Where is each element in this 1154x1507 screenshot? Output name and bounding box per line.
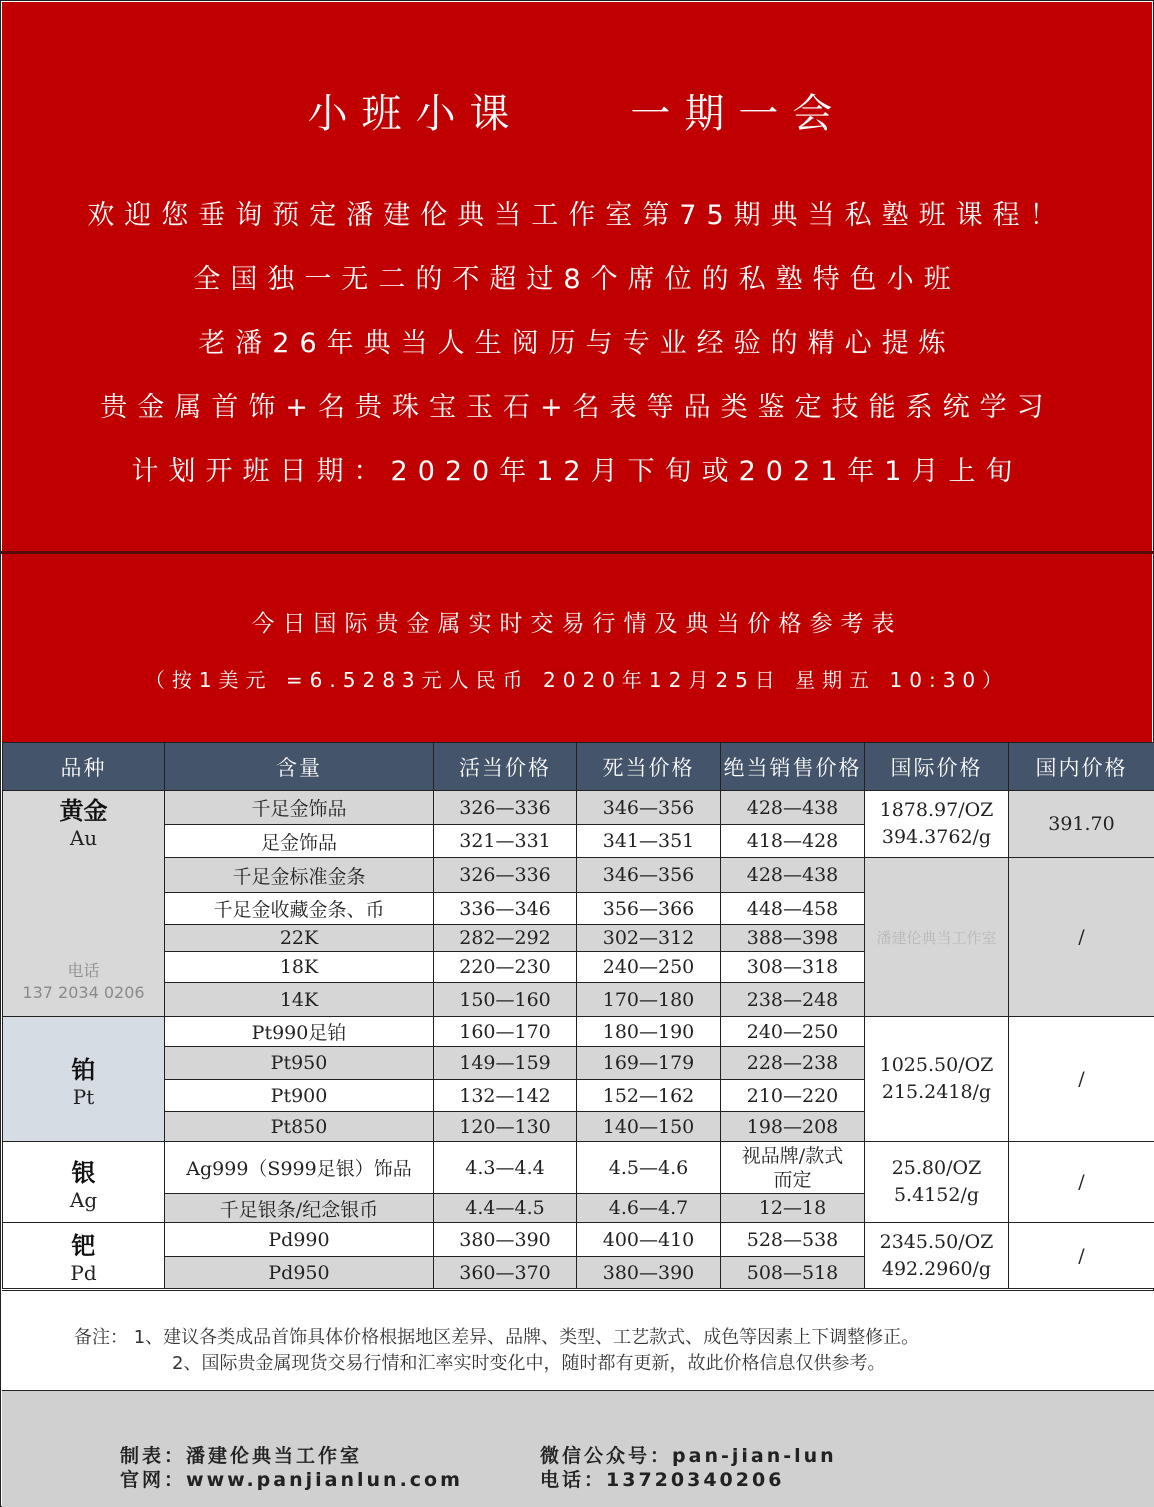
table-title: 今日国际贵金属实时交易行情及典当价格参考表: [251, 611, 903, 637]
palladium-intl-price: [865, 1223, 1009, 1289]
footer: [2, 1390, 1154, 1507]
category-en: Ag: [69, 1187, 98, 1212]
footer-wechat: [540, 1441, 837, 1468]
forfeit-sale-cell: 228—238: [721, 1047, 865, 1080]
forfeit-sale-cell: 210—220: [721, 1080, 865, 1112]
live-pawn-cell: 220—230: [434, 952, 577, 983]
content-cell: 千足金饰品: [165, 791, 434, 825]
note-2: 2、国际贵金属现货交易行情和汇率实时变化中，随时都有更新，故此价格信息仅供参考。: [172, 1353, 886, 1374]
intl-oz: 1025.50/OZ: [879, 1054, 994, 1076]
content-cell: 足金饰品: [165, 825, 434, 858]
dead-pawn-cell: 169—179: [577, 1047, 721, 1080]
table-row: [3, 1223, 1154, 1257]
forfeit-sale-cell: 428—438: [721, 791, 865, 825]
dead-pawn-cell: 380—390: [577, 1257, 721, 1289]
content-cell: Pt900: [165, 1080, 434, 1112]
dead-pawn-cell: 341—351: [577, 825, 721, 858]
phone-watermark: [3, 960, 164, 1004]
banner-line-start-date: 计划开班日期：2020年12月下旬或2021年1月上旬: [131, 456, 1023, 487]
category-cn: 银: [71, 1158, 96, 1187]
table-row: [3, 1142, 1154, 1194]
wechat-id: pan-jian-lun: [672, 1445, 837, 1467]
platinum-domestic-price: /: [1009, 1017, 1154, 1142]
silver-intl-price: [865, 1142, 1009, 1223]
table-row: [3, 1017, 1154, 1047]
header-variety: 品种: [3, 743, 165, 791]
category-cn: 黄金: [59, 797, 108, 825]
intl-g: 215.2418/g: [881, 1081, 992, 1103]
live-pawn-cell: 321—331: [434, 825, 577, 858]
category-platinum: [3, 1017, 165, 1142]
forfeit-sale-cell: 238—248: [721, 983, 865, 1017]
live-pawn-cell: 282—292: [434, 925, 577, 952]
content-cell: Ag999（S999足银）饰品: [165, 1142, 434, 1194]
content-cell: Pd950: [165, 1257, 434, 1289]
intl-g: 394.3762/g: [881, 826, 992, 848]
table-row: [3, 791, 1154, 825]
intl-g: 5.4152/g: [893, 1184, 980, 1206]
gold-intl-price: [865, 791, 1009, 858]
header-forfeit-sale: 绝当销售价格: [721, 743, 865, 791]
dead-pawn-cell: 400—410: [577, 1223, 721, 1257]
content-cell: 18K: [165, 952, 434, 983]
forfeit-sale-cell: 388—398: [721, 925, 865, 952]
dead-pawn-cell: 302—312: [577, 925, 721, 952]
forfeit-sale-cell: 12—18: [721, 1194, 865, 1223]
studio-watermark: 潘建伦典当工作室: [876, 929, 997, 947]
forfeit-sale-cell: 528—538: [721, 1223, 865, 1257]
live-pawn-cell: 149—159: [434, 1047, 577, 1080]
forfeit-sale-cell: 508—518: [721, 1257, 865, 1289]
maker-label: 制表：: [120, 1445, 187, 1467]
category-gold: [3, 791, 165, 1017]
tel-label: 电话: [67, 961, 100, 980]
header-dead-pawn: 死当价格: [577, 743, 721, 791]
banner-title: 小班小课 一期一会: [307, 91, 847, 137]
live-pawn-cell: 150—160: [434, 983, 577, 1017]
live-pawn-cell: 326—336: [434, 858, 577, 893]
category-en: Pd: [70, 1261, 97, 1285]
intl-oz: 25.80/OZ: [891, 1157, 982, 1179]
forfeit-sale-cell: 448—458: [721, 893, 865, 925]
intl-g: 492.2960/g: [881, 1257, 992, 1280]
maker-name: 潘建伦典当工作室: [186, 1445, 363, 1467]
content-cell: 千足金标准金条: [165, 858, 434, 893]
category-en: Au: [69, 826, 98, 850]
platinum-intl-price: [865, 1017, 1009, 1142]
forfeit-sale-cell: 418—428: [721, 825, 865, 858]
palladium-domestic-price: /: [1009, 1223, 1154, 1289]
dead-pawn-cell: 152—162: [577, 1080, 721, 1112]
dead-pawn-cell: 4.5—4.6: [577, 1142, 721, 1194]
intl-oz: 2345.50/OZ: [879, 1230, 994, 1253]
notes-section: [2, 1290, 1154, 1390]
table-title-banner: [2, 554, 1152, 742]
header-live-pawn: 活当价格: [434, 743, 577, 791]
content-cell: 千足银条/纪念银币: [165, 1194, 434, 1223]
live-pawn-cell: 132—142: [434, 1080, 577, 1112]
forfeit-sale-cell: 198—208: [721, 1112, 865, 1142]
content-cell: 22K: [165, 925, 434, 952]
header-content: 含量: [165, 743, 434, 791]
header-intl-price: 国际价格: [865, 743, 1009, 791]
category-cn: 钯: [71, 1232, 96, 1260]
header-domestic-price: 国内价格: [1009, 743, 1154, 791]
silver-domestic-price: /: [1009, 1142, 1154, 1223]
banner-line-welcome: 欢迎您垂询预定潘建伦典当工作室第75期典当私塾班课程！: [87, 200, 1067, 231]
phone-label: 电话：: [540, 1469, 607, 1491]
content-cell: Pd990: [165, 1223, 434, 1257]
content-cell: Pt950: [165, 1047, 434, 1080]
live-pawn-cell: 380—390: [434, 1223, 577, 1257]
dead-pawn-cell: 4.6—4.7: [577, 1194, 721, 1223]
note-1-text: 1、建议各类成品首饰具体价格根据地区差异、品牌、类型、工艺款式、成色等因素上下调整修正。: [133, 1327, 920, 1348]
dead-pawn-cell: 356—366: [577, 893, 721, 925]
course-banner: [2, 2, 1152, 551]
note-1: [74, 1323, 919, 1349]
table-header-row: [3, 743, 1154, 791]
forfeit-sale-cell: 428—438: [721, 858, 865, 893]
live-pawn-cell: 326—336: [434, 791, 577, 825]
category-silver: [3, 1142, 165, 1223]
gold-domestic-other: /: [1009, 858, 1154, 1017]
forfeit-sale-cell: 视品牌/款式而定: [721, 1142, 865, 1194]
phone-number: 13720340206: [606, 1469, 785, 1491]
dead-pawn-cell: 346—356: [577, 791, 721, 825]
wechat-label: 微信公众号：: [540, 1445, 673, 1467]
site-link[interactable]: www.panjianlun.com: [186, 1469, 463, 1491]
footer-maker: [120, 1441, 362, 1468]
category-cn: 铂: [71, 1055, 96, 1084]
live-pawn-cell: 160—170: [434, 1017, 577, 1047]
footer-website: [120, 1465, 463, 1492]
notes-label: 备注：: [74, 1327, 128, 1348]
banner-line-curriculum: 贵金属首饰+名贵珠宝玉石+名表等品类鉴定技能系统学习: [100, 392, 1054, 423]
table-row: [3, 858, 1154, 893]
content-cell: 14K: [165, 983, 434, 1017]
content-cell: Pt850: [165, 1112, 434, 1142]
gold-intl-watermark-cell: [865, 858, 1009, 1017]
live-pawn-cell: 4.3—4.4: [434, 1142, 577, 1194]
dead-pawn-cell: 240—250: [577, 952, 721, 983]
category-en: Pt: [72, 1084, 95, 1109]
banner-line-experience: 老潘26年典当人生阅历与专业经验的精心提炼: [198, 328, 956, 359]
dead-pawn-cell: 140—150: [577, 1112, 721, 1142]
banner-line-seats: 全国独一无二的不超过8个席位的私塾特色小班: [193, 264, 961, 295]
forfeit-sale-cell: 308—318: [721, 952, 865, 983]
gold-domestic-price: 391.70: [1009, 791, 1154, 858]
site-label: 官网：: [120, 1469, 187, 1491]
price-table: [2, 742, 1154, 1289]
forfeit-sale-cell: 240—250: [721, 1017, 865, 1047]
live-pawn-cell: 360—370: [434, 1257, 577, 1289]
live-pawn-cell: 4.4—4.5: [434, 1194, 577, 1223]
footer-phone: [540, 1465, 784, 1492]
dead-pawn-cell: 170—180: [577, 983, 721, 1017]
intl-oz: 1878.97/OZ: [879, 799, 994, 821]
dead-pawn-cell: 180—190: [577, 1017, 721, 1047]
content-cell: Pt990足铂: [165, 1017, 434, 1047]
dead-pawn-cell: 346—356: [577, 858, 721, 893]
live-pawn-cell: 336—346: [434, 893, 577, 925]
exchange-rate-line: （按1美元 =6.5283元人民币 2020年12月25日 星期五 10:30）: [144, 668, 1010, 692]
category-palladium: [3, 1223, 165, 1289]
live-pawn-cell: 120—130: [434, 1112, 577, 1142]
tel-number: 137 2034 0206: [22, 983, 145, 1002]
content-cell: 千足金收藏金条、币: [165, 893, 434, 925]
